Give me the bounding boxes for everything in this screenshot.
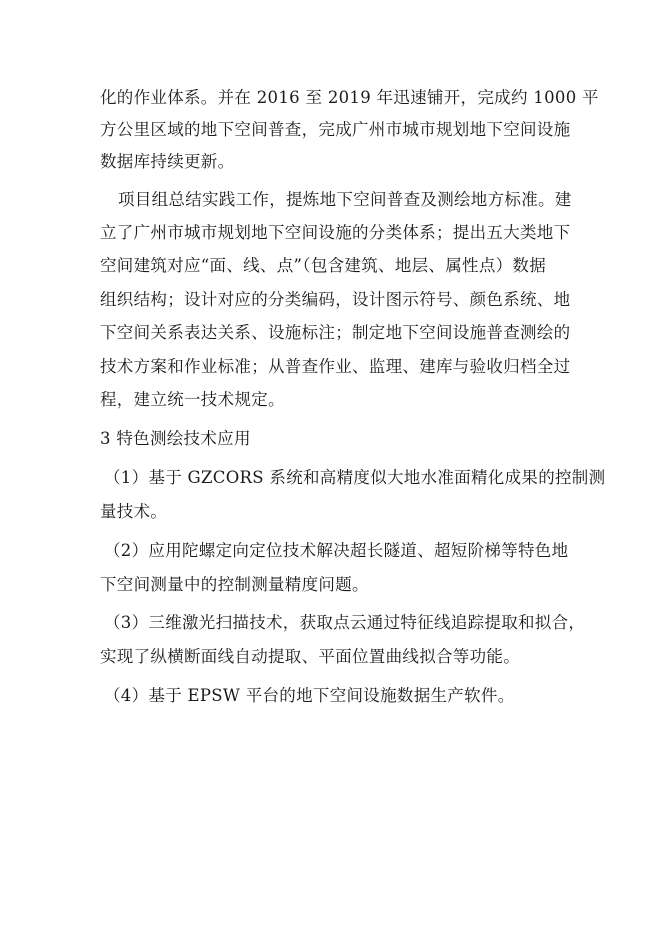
paragraph-line: 下空间关系表达关系、设施标注；制定地下空间设施普查测绘的 [100, 323, 571, 342]
list-item-line: （2）应用陀螺定向定位技术解决超长隧道、超短阶梯等特色地 [104, 541, 569, 560]
paragraph-line: 组织结构；设计对应的分类编码，设计图示符号、颜色系统、地 [100, 290, 571, 309]
paragraph-line: 技术方案和作业标准；从普查作业、监理、建库与验收归档全过 [100, 357, 571, 376]
paragraph-line: 方公里区域的地下空间普查，完成广州市城市规划地下空间设施 [100, 120, 571, 139]
list-item-line: 实现了纵横断面线自动提取、平面位置曲线拟合等功能。 [100, 647, 520, 666]
list-item-line: 量技术。 [100, 502, 168, 521]
list-item-line: （4）基于 EPSW 平台的地下空间设施数据生产软件。 [104, 686, 515, 705]
paragraph-line: 数据库持续更新。 [100, 152, 235, 171]
list-item-line: 下空间测量中的控制测量精度问题。 [100, 575, 369, 594]
section-heading: 3 特色测绘技术应用 [100, 429, 251, 448]
paragraph-line: 项目组总结实践工作，提炼地下空间普查及测绘地方标准。建 [118, 190, 572, 209]
list-item-line: （3）三维激光扫描技术，获取点云通过特征线追踪提取和拟合， [104, 613, 586, 632]
paragraph-line: 化的作业体系。并在 2016 至 2019 年迅速铺开，完成约 1000 平 [100, 88, 599, 107]
paragraph-line: 立了广州市城市规划地下空间设施的分类体系；提出五大类地下 [100, 223, 571, 242]
paragraph-line: 程，建立统一技术规定。 [100, 390, 285, 409]
paragraph-line: 空间建筑对应“面、线、点”（包含建筑、地层、属性点）数据 [100, 256, 547, 275]
list-item-line: （1）基于 GZCORS 系统和高精度似大地水准面精化成果的控制测 [104, 468, 606, 487]
